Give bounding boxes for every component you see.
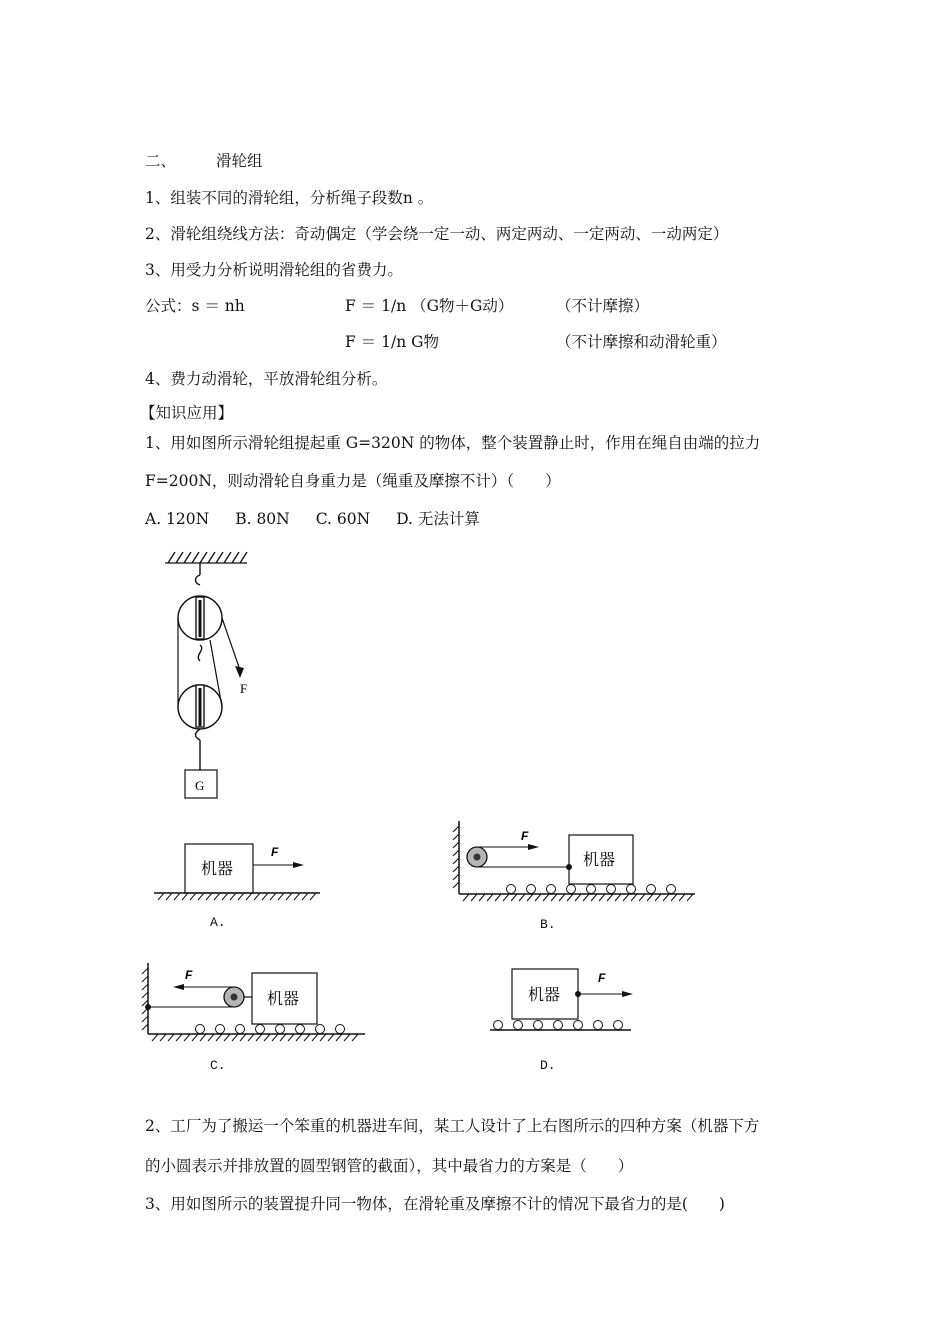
point-2: 2、滑轮组绕线方法：奇动偶定（学会绕一定一动、两定两动、一定两动、一动两定）	[145, 225, 729, 243]
machine-label: 机器	[528, 985, 561, 1004]
question-3-line-1: 3、用如图所示的装置提升同一物体，在滑轮重及摩擦不计的情况下最省力的是( )	[145, 1195, 725, 1213]
pulley-wheel	[467, 847, 487, 867]
caption-c: C.	[210, 1058, 226, 1073]
ceiling	[165, 552, 247, 563]
point-1: 1、组装不同的滑轮组，分析绳子段数n 。	[145, 189, 434, 207]
formula-line-1	[145, 296, 245, 316]
force-arrow	[293, 862, 304, 868]
force-label: F	[185, 968, 193, 982]
formula-f2-note: （不计摩擦和动滑轮重）	[556, 333, 727, 351]
machine-figure-d	[486, 960, 646, 1040]
movable-pulley	[178, 645, 222, 729]
pulley-block-figure	[150, 545, 270, 805]
rollers	[196, 1025, 345, 1034]
rollers	[494, 1021, 623, 1030]
caption-b: B.	[540, 917, 556, 932]
rope	[178, 618, 240, 707]
caption-a: A.	[210, 915, 226, 930]
option-a: A. 120N	[145, 510, 210, 528]
pulley-force-label: F	[240, 681, 248, 696]
force-arrow	[528, 844, 539, 850]
formula-label: 公式：s ＝ nh	[145, 297, 245, 315]
formula-f1-note: （不计摩擦）	[556, 297, 650, 315]
point-3: 3、用受力分析说明滑轮组的省费力。	[145, 261, 403, 279]
wall-hatch	[453, 826, 459, 888]
section-number: 二、	[145, 152, 177, 170]
knowledge-heading: 【知识应用】	[140, 404, 234, 422]
question-2-line-2: 的小圆表示并排放置的圆型钢管的截面），其中最省力的方案是（ ）	[145, 1157, 634, 1175]
formula-f1: F ＝ 1/n （G物＋G动）	[345, 297, 514, 315]
force-arrow	[622, 991, 633, 997]
machine-label: 机器	[201, 859, 234, 878]
force-label: F	[271, 845, 279, 859]
option-c: C. 60N	[315, 510, 371, 528]
question-1-options	[145, 509, 480, 529]
force-arrow	[235, 666, 244, 678]
ground-hatch	[463, 894, 693, 901]
machine-figure-b	[445, 818, 700, 903]
hook	[196, 729, 201, 770]
force-label: F	[598, 971, 606, 985]
machine-figure-a	[150, 835, 330, 905]
section-header	[145, 151, 263, 171]
rollers	[507, 885, 676, 894]
question-1-line-1: 1、用如图所示滑轮组提起重 G=320N 的物体，整个装置静止时，作用在绳自由端的拉力	[145, 434, 761, 452]
force-label: F	[521, 829, 529, 843]
pulley-weight-label: G	[195, 778, 205, 793]
ground-hatch	[158, 893, 316, 900]
machine-label: 机器	[267, 989, 300, 1008]
option-b: B. 80N	[235, 510, 290, 528]
fixed-pulley	[178, 563, 222, 640]
force-arrow	[173, 984, 184, 990]
wall-hatch	[142, 968, 148, 1030]
question-1-line-2: F=200N，则动滑轮自身重力是（绳重及摩擦不计）（ ）	[145, 472, 561, 490]
pulley-wheel	[224, 987, 244, 1007]
machine-label: 机器	[583, 850, 616, 869]
caption-d: D.	[540, 1058, 556, 1073]
section-title: 滑轮组	[216, 152, 263, 170]
formula-f2: F ＝ 1/n G物	[345, 333, 439, 351]
option-d: D. 无法计算	[396, 510, 480, 528]
question-2-line-1: 2、工厂为了搬运一个笨重的机器进车间，某工人设计了上右图所示的四种方案（机器下方	[145, 1117, 760, 1135]
ground-hatch	[152, 1034, 358, 1041]
point-4: 4、费力动滑轮，平放滑轮组分析。	[145, 370, 388, 388]
machine-figure-c	[133, 960, 373, 1042]
